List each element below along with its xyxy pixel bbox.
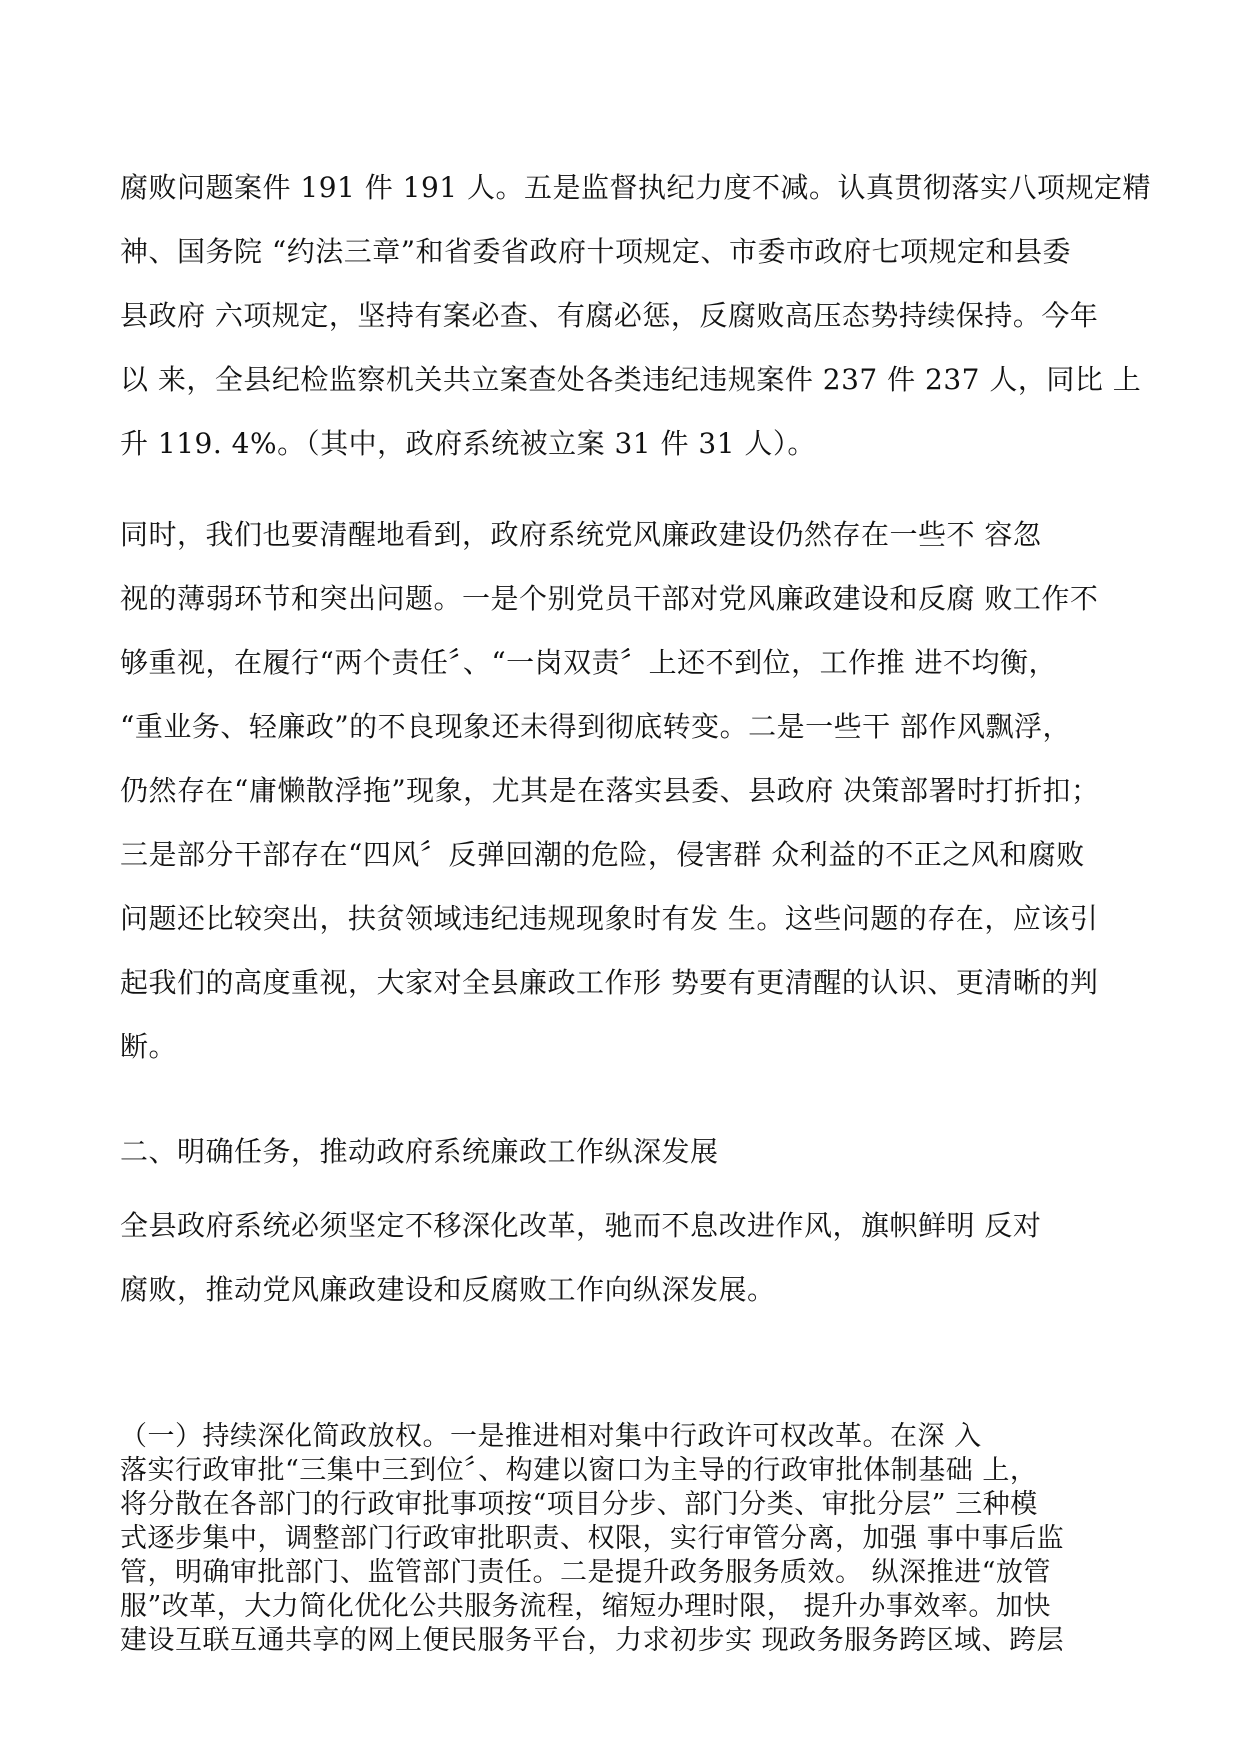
paragraph-overview bbox=[120, 1194, 1120, 1322]
text-line: 起我们的高度重视，大家对全县廉政工作形 势要有更清醒的认识、更清晰的判 bbox=[120, 966, 1099, 999]
text-line: 将分散在各部门的行政审批事项按“项目分步、部门分类、审批分层” 三种模 bbox=[120, 1489, 1038, 1520]
text-line: 全县政府系统必须坚定不移深化改革，驰而不息改进作风，旗帜鲜明 反对 bbox=[120, 1209, 1042, 1242]
text-line: 县政府 六项规定，坚持有案必查、有腐必惩，反腐败高压态势持续保持。今年 bbox=[120, 299, 1099, 332]
text-line: 腐败问题案件 191 件 191 人。五是监督执纪力度不减。认真贯彻落实八项规定精 bbox=[120, 171, 1151, 204]
text-line: 神、国务院 “约法三章”和省委省政府十项规定、市委市政府七项规定和县委 bbox=[120, 235, 1072, 268]
text-line: 服”改革，大力简化优化公共服务流程，缩短办理时限， 提升办事效率。加快 bbox=[120, 1591, 1051, 1622]
text-line: 腐败，推动党风廉政建设和反腐败工作向纵深发展。 bbox=[120, 1273, 776, 1306]
text-line: “重业务、轻廉政”的不良现象还未得到彻底转变。二是一些干 部作风飘浮， bbox=[120, 710, 1072, 743]
section-heading bbox=[120, 1120, 1120, 1184]
text-line: 够重视，在履行“两个责任〞、“一岗双责〞上还不到位，工作推 进不均衡， bbox=[120, 646, 1058, 679]
text-line: 建设互联互通共享的网上便民服务平台，力求初步实 现政务服务跨区域、跨层 bbox=[120, 1625, 1065, 1656]
text-line: 三是部分干部存在“四风〞反弹回潮的危险，侵害群 众利益的不正之风和腐败 bbox=[120, 838, 1085, 871]
text-line: 升 119. 4%。（其中，政府系统被立案 31 件 31 人）。 bbox=[120, 427, 816, 460]
text-line: 视的薄弱环节和突出问题。一是个别党员干部对党风廉政建设和反腐 败工作不 bbox=[120, 582, 1099, 615]
text-line: 同时，我们也要清醒地看到，政府系统党风廉政建设仍然存在一些不 容忽 bbox=[120, 518, 1042, 551]
text-line: 断。 bbox=[120, 1030, 178, 1063]
text-line: 仍然存在“庸懒散浮拖”现象，尤其是在落实县委、县政府 决策部署时打折扣； bbox=[120, 774, 1100, 807]
heading-line: 二、明确任务，推动政府系统廉政工作纵深发展 bbox=[120, 1135, 719, 1168]
paragraph-simplify-administration bbox=[120, 1420, 1120, 1658]
text-line: 落实行政审批“三集中三到位〞、构建以窗口为主导的行政审批体制基础 上， bbox=[120, 1455, 1038, 1486]
text-line: 管，明确审批部门、监管部门责任。二是提升政务服务质效。 纵深推进“放管 bbox=[120, 1557, 1051, 1588]
paragraph-existing-problems bbox=[120, 503, 1120, 1079]
text-line: （一）持续深化简政放权。一是推进相对集中行政许可权改革。在深 入 bbox=[120, 1421, 982, 1452]
text-line: 问题还比较突出，扶贫领域违纪违规现象时有发 生。这些问题的存在，应该引 bbox=[120, 902, 1099, 935]
text-line: 以 来，全县纪检监察机关共立案查处各类违纪违规案件 237 件 237 人，同比 上 bbox=[120, 363, 1142, 396]
paragraph-supervision-results bbox=[120, 156, 1151, 476]
text-line: 式逐步集中，调整部门行政审批职责、权限，实行审管分离，加强 事中事后监 bbox=[120, 1523, 1065, 1554]
